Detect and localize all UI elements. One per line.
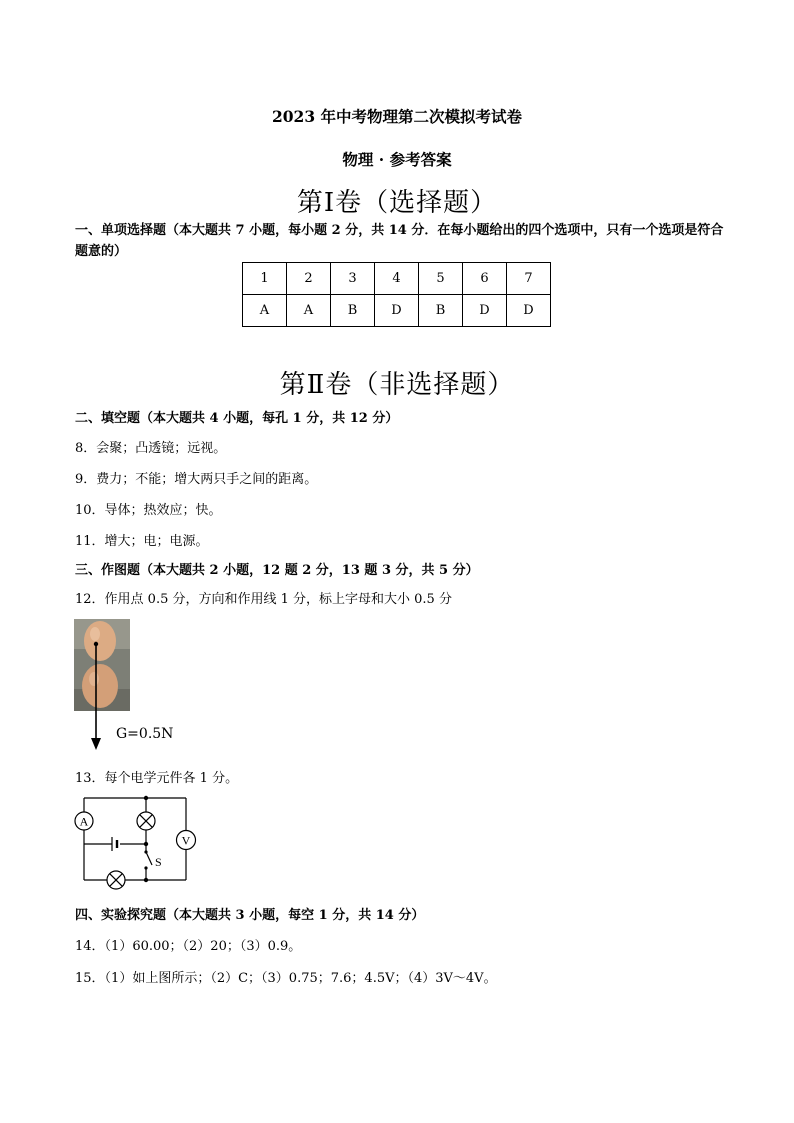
answer-item-8: 8．会聚；凸透镜；远视。 <box>75 441 227 456</box>
table-cell: 5 <box>419 263 463 295</box>
answer-item-9: 9．费力；不能；增大两只手之间的距离。 <box>75 472 318 487</box>
circuit-diagram <box>72 792 202 890</box>
junction-dot <box>144 796 148 800</box>
lamp-icon <box>107 871 125 889</box>
answer-table-answer-row <box>243 295 551 327</box>
answer-item-13: 13．每个电学元件各 1 分。 <box>75 771 239 786</box>
page-title: 2023 年中考物理第二次模拟考试卷 <box>271 107 523 126</box>
answer-item-15: 15．（1）如上图所示；（2）C；（3）0.75；7.6；4.5V；（4）3V～4V。 <box>75 971 497 986</box>
section3-title: 三、作图题（本大题共 2 小题，12 题 2 分，13 题 3 分，共 5 分） <box>75 563 479 578</box>
table-cell: 6 <box>463 263 507 295</box>
table-cell: A <box>243 295 287 327</box>
switch-label: S <box>155 855 162 869</box>
section2-title: 二、填空题（本大题共 4 小题，每孔 1 分，共 12 分） <box>75 411 399 426</box>
switch-icon <box>144 850 152 869</box>
answer-table <box>242 262 551 327</box>
section4-title: 四、实验探究题（本大题共 3 小题，每空 1 分，共 14 分） <box>75 908 425 923</box>
table-cell: 2 <box>287 263 331 295</box>
junction-dot <box>144 842 148 846</box>
voltmeter-label: V <box>181 833 191 848</box>
battery-icon <box>112 837 117 851</box>
answer-item-12: 12．作用点 0.5 分，方向和作用线 1 分，标上字母和大小 0.5 分 <box>75 592 452 607</box>
table-cell: A <box>287 295 331 327</box>
table-cell: 7 <box>507 263 551 295</box>
table-cell: B <box>331 295 375 327</box>
part1-heading: 第Ⅰ卷（选择题） <box>296 188 498 218</box>
ammeter-label: A <box>79 814 89 829</box>
table-cell: 3 <box>331 263 375 295</box>
table-cell: D <box>507 295 551 327</box>
gravity-arrow-icon <box>88 640 104 752</box>
table-cell: D <box>375 295 419 327</box>
table-cell: 4 <box>375 263 419 295</box>
lamp-icon <box>137 812 155 830</box>
table-cell: 1 <box>243 263 287 295</box>
table-cell: D <box>463 295 507 327</box>
section1-title: 一、单项选择题（本大题共 7 小题，每小题 2 分，共 14 分．在每小题给出的四个选项中，只有一个选项是符合题意的） <box>75 223 724 259</box>
answer-item-14: 14．（1）60.00；（2）20；（3）0.9。 <box>75 939 302 954</box>
page-subtitle: 物理 · 参考答案 <box>342 150 452 169</box>
answer-item-11: 11．增大；电；电源。 <box>75 534 209 549</box>
table-cell: B <box>419 295 463 327</box>
part2-heading: 第Ⅱ卷（非选择题） <box>279 370 515 400</box>
answer-table-number-row <box>243 263 551 295</box>
junction-dot <box>144 878 148 882</box>
answer-item-10: 10．导体；热效应；快。 <box>75 503 222 518</box>
force-label: G=0.5N <box>116 726 174 742</box>
